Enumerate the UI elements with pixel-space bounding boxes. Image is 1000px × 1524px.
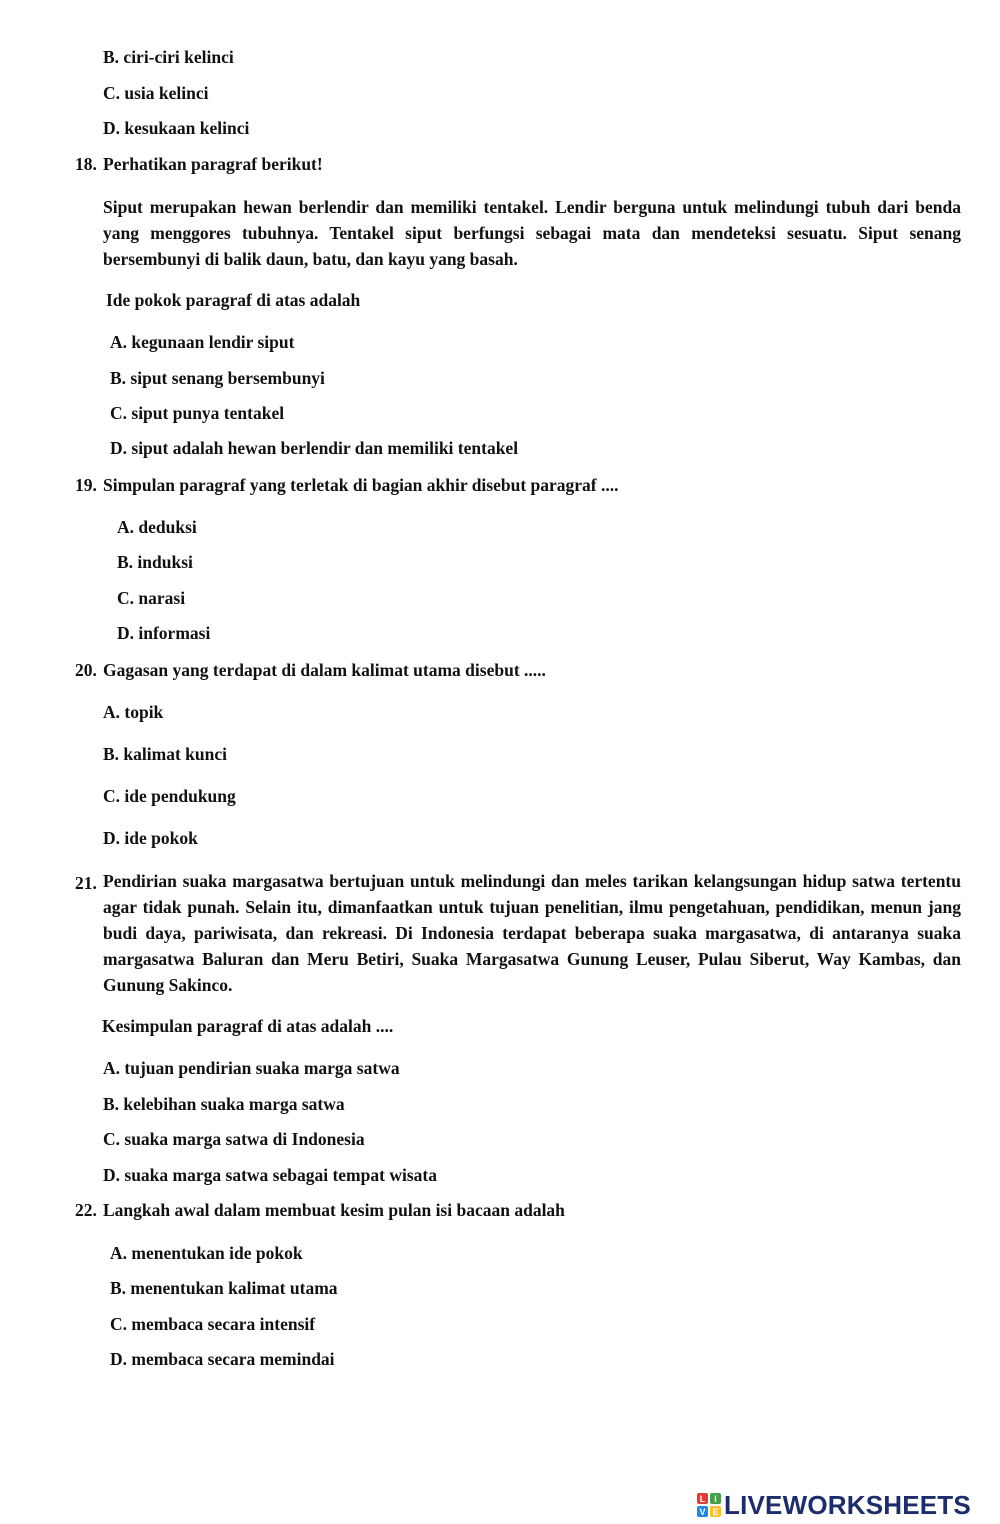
q18-number: 18. (75, 154, 97, 174)
q22-option-a: A. menentukan ide pokok (110, 1243, 303, 1263)
q20-number: 20. (75, 660, 97, 680)
q20-option-b: B. kalimat kunci (103, 744, 227, 764)
q19-option-c: C. narasi (117, 588, 186, 608)
logo-letter-i: I (710, 1493, 721, 1504)
q19-option-a: A. deduksi (117, 517, 197, 537)
logo-letter-l: L (697, 1493, 708, 1504)
q21-option-d: D. suaka marga satwa sebagai tempat wisata (103, 1165, 437, 1185)
q22-option-d: D. membaca secara memindai (110, 1349, 335, 1369)
q22-number: 22. (75, 1200, 97, 1220)
liveworksheets-brand (697, 1490, 971, 1520)
q18-prompt: Perhatikan paragraf berikut! (103, 154, 323, 174)
q19-prompt: Simpulan paragraf yang terletak di bagian akhir disebut paragraf .... (103, 475, 619, 495)
q22-prompt: Langkah awal dalam membuat kesim pulan isi bacaan adalah (103, 1200, 565, 1220)
q20-option-c: C. ide pendukung (103, 786, 236, 806)
q20-prompt: Gagasan yang terdapat di dalam kalimat utama disebut ..... (103, 660, 546, 680)
q18-option-a: A. kegunaan lendir siput (110, 332, 295, 352)
q21-option-b: B. kelebihan suaka marga satwa (103, 1094, 345, 1114)
logo-letter-v: V (697, 1506, 708, 1517)
q17-option-d: D. kesukaan kelinci (103, 118, 250, 138)
q17-option-c: C. usia kelinci (103, 83, 209, 103)
q18-option-c: C. siput punya tentakel (110, 403, 285, 423)
q22-option-b: B. menentukan kalimat utama (110, 1278, 338, 1298)
q18-option-b: B. siput senang bersembunyi (110, 368, 325, 388)
q18-passage: Siput merupakan hewan berlendir dan memiliki tentakel. Lendir berguna untuk melindungi tubuh dari benda yang menggores tubuhnya. Tentakel siput berfungsi sebagai mata dan mendeteksi sesuatu. Siput senang bersembunyi di balik daun, batu, dan kayu yang basah. (103, 197, 961, 269)
q21-number: 21. (75, 873, 97, 893)
liveworksheets-wordmark: LIVEWORKSHEETS (724, 1489, 971, 1520)
q20-option-d: D. ide pokok (103, 828, 198, 848)
logo-letter-e: E (710, 1506, 721, 1517)
q21-question: Kesimpulan paragraf di atas adalah .... (102, 1016, 394, 1036)
q21-option-a: A. tujuan pendirian suaka marga satwa (103, 1058, 400, 1078)
q20-option-a: A. topik (103, 702, 164, 722)
q21-option-c: C. suaka marga satwa di Indonesia (103, 1129, 365, 1149)
q22-option-c: C. membaca secara intensif (110, 1314, 316, 1334)
q18-option-d: D. siput adalah hewan berlendir dan memiliki tentakel (110, 438, 519, 458)
q19-option-d: D. informasi (117, 623, 211, 643)
liveworksheets-logo-icon (697, 1493, 721, 1517)
q18-question: Ide pokok paragraf di atas adalah (106, 290, 361, 310)
q19-option-b: B. induksi (117, 552, 193, 572)
q19-number: 19. (75, 475, 97, 495)
q17-option-b: B. ciri-ciri kelinci (103, 47, 234, 67)
q21-passage: Pendirian suaka margasatwa bertujuan untuk melindungi dan meles tarikan kelangsungan hidup satwa tertentu agar tidak punah. Selain itu, dimanfaatkan untuk tujuan penelitian, ilmu pengetahuan, pendidikan, menun jang budi daya, pariwisata, dan rekreasi. Di Indonesia terdapat beberapa suaka margasatwa, di antaranya suaka margasatwa Baluran dan Meru Betiri, Suaka Margasatwa Gunung Leuser, Pulau Siberut, Way Kambas, dan Gunung Sakinco. (103, 871, 961, 995)
